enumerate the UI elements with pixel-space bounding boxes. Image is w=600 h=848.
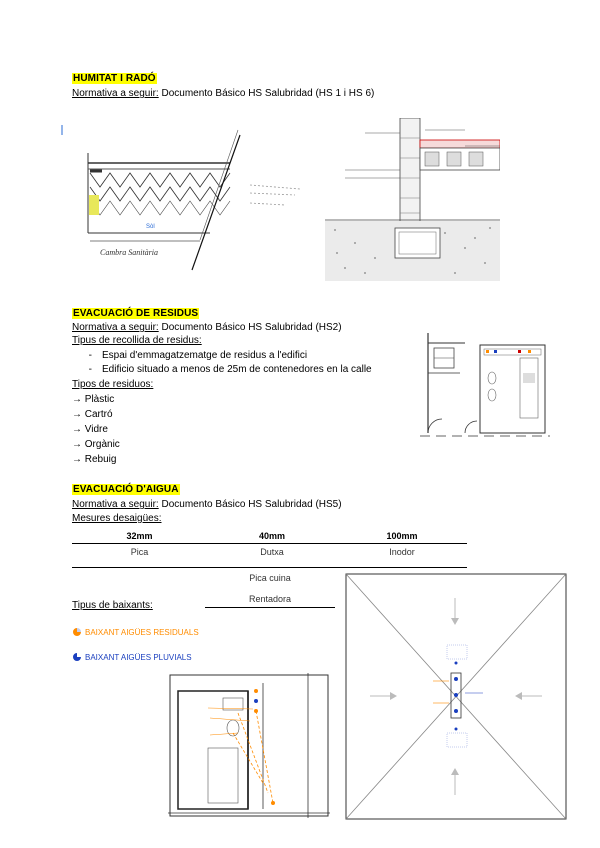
tipus-baixants-heading: Tipus de baixants: bbox=[72, 600, 153, 611]
humitat-figure-section bbox=[325, 118, 500, 283]
normativa-label: Normativa a seguir: bbox=[72, 499, 159, 510]
aigua-normativa bbox=[72, 499, 342, 511]
table-cell-rentadora: Rentadora bbox=[248, 594, 292, 604]
section-title-aigua: EVACUACIÓ D'AIGUA bbox=[73, 484, 179, 495]
residu-item: → Rebuig bbox=[72, 454, 117, 465]
residu-item: → Orgànic bbox=[72, 439, 120, 450]
table-header-40: 40mm bbox=[207, 529, 337, 544]
aigua-bathroom-plan bbox=[168, 673, 330, 818]
legend-residuals-label: BAIXANT AIGÜES RESIDUALS bbox=[85, 627, 199, 637]
table-header-100: 100mm bbox=[337, 529, 467, 544]
humitat-figure-roof bbox=[60, 125, 310, 275]
tipus-recollida-heading: Tipus de recollida de residus: bbox=[72, 335, 202, 346]
residu-item: → Plàstic bbox=[72, 394, 115, 405]
tipus-residus-heading: Tipos de residuos: bbox=[72, 379, 154, 390]
section-title-humitat: HUMITAT I RADÓ bbox=[73, 73, 156, 84]
table-cell-pica-cuina: Pica cuina bbox=[249, 573, 291, 583]
legend-pluvials bbox=[72, 652, 192, 662]
humitat-normativa bbox=[72, 88, 374, 100]
normativa-label: Normativa a seguir: bbox=[72, 322, 159, 333]
table-header-row bbox=[72, 529, 467, 544]
table-divider bbox=[72, 567, 467, 568]
recollida-item-1: - Espai d'emmagatzematge de residus a l'edifici bbox=[88, 350, 308, 361]
fig1-label-cambra: Cambra Sanitària bbox=[100, 248, 159, 257]
aigua-roof-plan bbox=[345, 573, 567, 820]
mesures-heading: Mesures desaigües: bbox=[72, 513, 162, 524]
recollida-text: Edificio situado a menos de 25m de contenedores en la calle bbox=[102, 364, 372, 375]
recollida-item-2: - Edificio situado a menos de 25m de contenedores en la calle bbox=[88, 364, 372, 375]
recollida-text: Espai d'emmagatzematge de residus a l'edifici bbox=[102, 350, 308, 361]
table-cell: Pica bbox=[130, 547, 149, 557]
mesures-table bbox=[72, 529, 467, 560]
table-bottom-border bbox=[205, 607, 335, 608]
normativa-text: Documento Básico HS Salubridad (HS5) bbox=[158, 499, 342, 510]
table-cell: Inodor bbox=[389, 547, 415, 557]
normativa-text: Documento Básico HS Salubridad (HS 1 i HS 6) bbox=[158, 88, 375, 99]
residu-item: → Cartró bbox=[72, 409, 113, 420]
normativa-text: Documento Básico HS Salubridad (HS2) bbox=[158, 322, 342, 333]
residus-normativa bbox=[72, 322, 342, 334]
legend-pluvials-label: BAIXANT AIGÜES PLUVIALS bbox=[85, 652, 192, 662]
normativa-label: Normativa a seguir: bbox=[72, 88, 159, 99]
residus-floor-plan bbox=[420, 333, 550, 443]
legend-residuals bbox=[72, 627, 199, 637]
residuals-pipe-icon bbox=[72, 627, 82, 637]
residu-item: → Vidre bbox=[72, 424, 108, 435]
table-row bbox=[72, 544, 467, 561]
fig1-label-sol: Sòl bbox=[146, 224, 155, 230]
table-header-32: 32mm bbox=[72, 529, 207, 544]
table-cell: Dutxa bbox=[260, 547, 284, 557]
section-title-residus: EVACUACIÓ DE RESIDUS bbox=[73, 308, 199, 319]
pluvials-pipe-icon bbox=[72, 652, 82, 662]
